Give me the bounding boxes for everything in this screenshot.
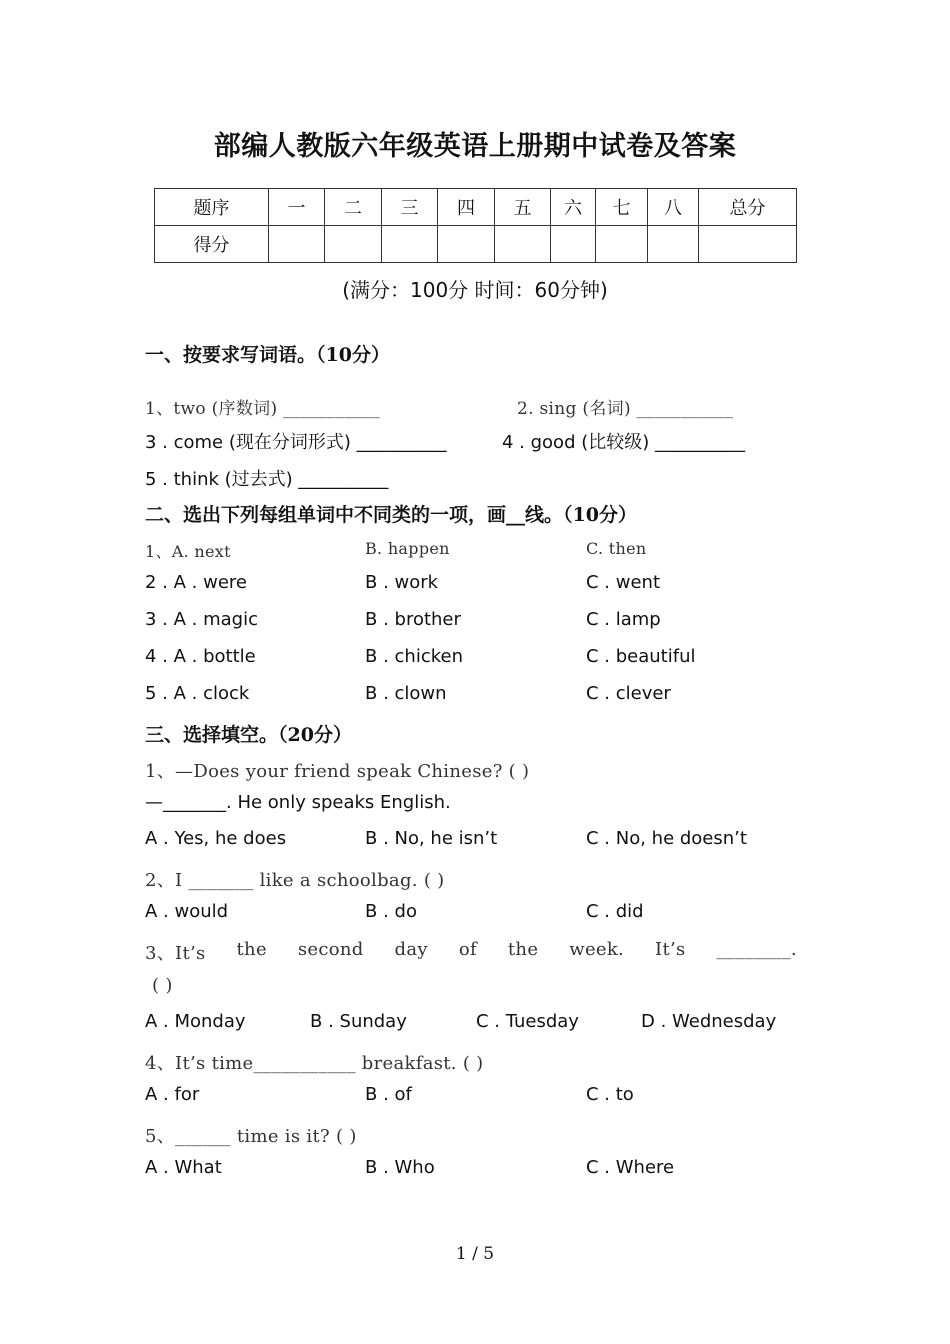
page-title: 部编人教版六年级英语上册期中试卷及答案	[213, 131, 737, 162]
option: B . clown	[365, 683, 447, 704]
score-table-header-row	[155, 189, 797, 226]
question-word: the	[507, 939, 539, 960]
question: 1、two (序数词) ___________	[145, 399, 380, 419]
option: A . Yes, he does	[145, 828, 287, 849]
table-header-cell: 六	[551, 189, 596, 226]
section-3-heading: 三、选择填空。（20分）	[145, 724, 352, 746]
table-header-cell: 三	[382, 189, 438, 226]
question-word: of	[458, 939, 477, 960]
table-header-cell: 五	[495, 189, 551, 226]
section-1-heading: 一、按要求写词语。（10分）	[145, 344, 390, 366]
option: A . for	[145, 1084, 200, 1105]
question-word: day	[394, 939, 428, 960]
question-word: It’s	[655, 939, 686, 960]
option: A . What	[145, 1157, 222, 1178]
score-cell[interactable]	[495, 226, 551, 263]
option: C . beautiful	[586, 646, 696, 667]
question: 2、I _______ like a schoolbag. ( )	[145, 870, 445, 891]
question: 3 . come (现在分词形式) __________	[145, 432, 447, 453]
score-cell[interactable]	[596, 226, 648, 263]
score-table	[154, 188, 797, 263]
option: C . Where	[586, 1157, 675, 1178]
score-cell[interactable]	[325, 226, 382, 263]
option: C . went	[586, 572, 660, 593]
option: D . Wednesday	[641, 1011, 777, 1032]
option: A . Monday	[145, 1011, 246, 1032]
question: 1、—Does your friend speak Chinese? ( )	[145, 761, 530, 782]
option: B . brother	[365, 609, 461, 630]
question-word: the	[236, 939, 267, 960]
option: B . of	[365, 1084, 412, 1105]
table-header-cell: 四	[438, 189, 495, 226]
question: 5 . think (过去式) __________	[145, 469, 389, 490]
answer-bracket: ( )	[152, 975, 173, 996]
table-header-cell: 二	[325, 189, 382, 226]
option: B . Who	[365, 1157, 435, 1178]
option: B. happen	[365, 539, 450, 558]
question: 4、It’s time___________ breakfast. ( )	[145, 1053, 484, 1074]
score-cell[interactable]	[648, 226, 699, 263]
option: C . Tuesday	[476, 1011, 579, 1032]
option: C. then	[586, 539, 647, 558]
score-table-score-row	[155, 226, 797, 263]
table-header-cell: 一	[269, 189, 325, 226]
option: C . lamp	[586, 609, 661, 630]
question: 5、______ time is it? ( )	[145, 1126, 357, 1147]
question: 4 . good (比较级) __________	[502, 432, 745, 453]
option: 1、A. next	[145, 542, 231, 561]
question-word: ________.	[716, 939, 797, 960]
table-header-cell: 七	[596, 189, 648, 226]
option: B . No, he isn’t	[365, 828, 498, 849]
exam-info: (满分：100分 时间：60分钟)	[342, 278, 608, 302]
table-header-cell: 八	[648, 189, 699, 226]
page-number: 1 / 5	[455, 1244, 495, 1264]
option: B . Sunday	[310, 1011, 407, 1032]
option: B . chicken	[365, 646, 463, 667]
question-word: week.	[569, 939, 625, 960]
option: 2 . A . were	[145, 572, 247, 593]
option: 5 . A . clock	[145, 683, 250, 704]
section-2-heading: 二、选出下列每组单词中不同类的一项，画__线。（10分）	[145, 504, 637, 526]
score-cell[interactable]	[382, 226, 438, 263]
question: 2. sing (名词) ___________	[517, 399, 734, 419]
score-cell[interactable]	[269, 226, 325, 263]
option: B . do	[365, 901, 417, 922]
score-cell[interactable]	[551, 226, 596, 263]
table-header-cell: 总分	[699, 189, 797, 226]
table-row-label: 得分	[155, 226, 269, 263]
table-header-cell: 题序	[155, 189, 269, 226]
question-word: second	[297, 939, 364, 960]
score-cell[interactable]	[699, 226, 797, 263]
option: C . did	[586, 901, 644, 922]
question: —_______. He only speaks English.	[145, 792, 451, 813]
question-word: 3、It’s	[145, 943, 206, 964]
option: C . to	[586, 1084, 634, 1105]
score-cell[interactable]	[438, 226, 495, 263]
option: B . work	[365, 572, 439, 593]
option: A . would	[145, 901, 229, 922]
question	[145, 939, 797, 965]
option: C . clever	[586, 683, 671, 704]
option: 3 . A . magic	[145, 609, 258, 630]
option: 4 . A . bottle	[145, 646, 256, 667]
option: C . No, he doesn’t	[586, 828, 747, 849]
